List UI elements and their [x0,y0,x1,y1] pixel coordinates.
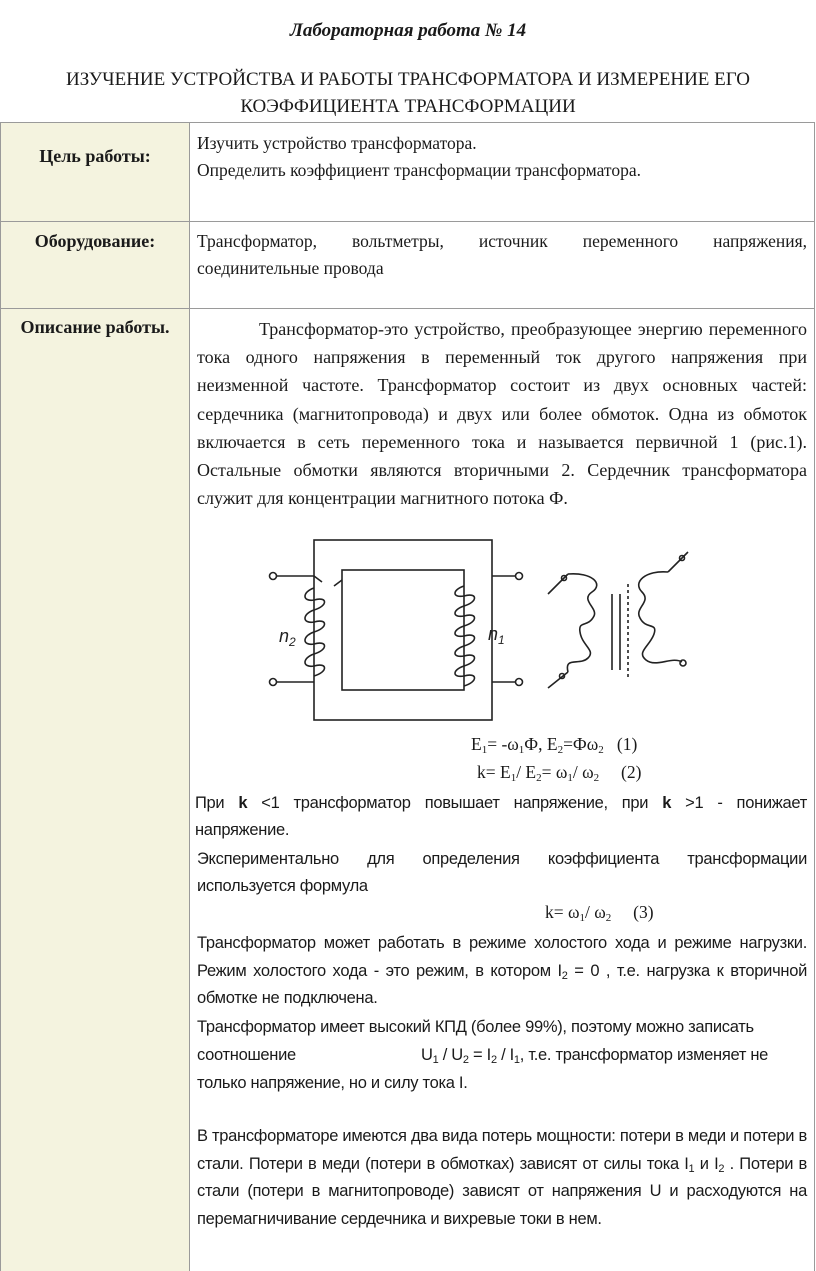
n2-label: $n_2$ [279,626,296,649]
row-divider-2 [0,308,815,309]
lab-title: Лабораторная работа № 14 [289,20,527,41]
equipment-text: Трансформатор, вольтметры, источник переменного напряжения, соединительные провода [197,231,807,278]
main-title-line-2: КОЭФФИЦИЕНТА ТРАНСФОРМАЦИИ [240,96,576,117]
experiment-text: Экспериментально для определения коэффициента трансформации используется формула [197,850,807,895]
equipment-label: Оборудование: [34,231,156,251]
kpd-line-1: Трансформатор имеет высокий КПД (более 99%), поэтому можно записать [197,1018,754,1036]
core-outer [314,540,492,720]
description-label: Описание работы. [20,317,170,337]
goal-label: Цель работы: [39,146,151,166]
table-border-right [814,122,815,1271]
k-rule: При k <1 трансформатор повышает напряжение, при k >1 - понижает напряжение. [195,794,807,839]
transformer-symbol [548,552,688,688]
table-border-middle [189,122,190,1271]
transformer-figure [262,536,702,736]
main-title [20,66,796,120]
kpd-line-2: соотношение $U_1 / U_2 = I_2 / I_1$, т.е. трансформатор изменяет не [197,1046,769,1066]
kpd-line-3: только напряжение, но и силу тока I. [197,1074,468,1092]
goal-text [197,130,807,184]
core-inner [342,570,464,690]
equation-3: $k= \omega_1/$ $\omega_2$ (3) [545,902,654,924]
kpd-text [197,1013,807,1097]
table-border-top [0,122,815,123]
description-intro: Трансформатор-это устройство, преобразующее энергию переменного тока одного напряжения в переменный ток другого напряжения при неизменной частоте. Трансформатор состоит из двух основных частей: сердечника (магнитопровода) и двух или более обмоток. Одна из обмоток включается в сеть переменного тока и называется первичной 1 (рис.1). Остальные обмотки являются вторичными 2. Сердечник трансформатора служит для концентрации магнитного потока Ф. [197,319,807,509]
goal-line-2: Определить коэффициент трансформации трансформатора. [197,160,641,180]
equation-2: $k= E_1/$ $E_2= \omega_1/$ $\omega_2$ (2) [477,762,642,784]
n1-label: $n_1$ [488,624,505,647]
table-border-left [0,122,1,1271]
row-divider-1 [0,221,815,222]
lab-table [0,122,816,1271]
main-title-line-1: ИЗУЧЕНИЕ УСТРОЙСТВА И РАБОТЫ ТРАНСФОРМАТОРА И ИЗМЕРЕНИЕ ЕГО [66,69,750,90]
modes-text: Трансформатор может работать в режиме холостого хода и режиме нагрузки. Режим холостого хода - это режим, в котором $I_2 = 0$ , т.е. нагрузка к вторичной обмотке не подключена. [197,934,807,1007]
label-column-bg [1,123,189,1271]
equation-1: $E_1= -\omega_1Ф$, $E_2=Ф\omega_2$ (1) [471,734,638,756]
losses-text: В трансформаторе имеются два вида потерь мощности: потери в меди и потери в стали. Потери в меди (потери в обмотках) зависят от силы тока $I_1$ и $I_2$ . Потери в стали (потери в магнитопроводе) зависят от напряжения U и расходуются на перемагничивание сердечника и вихревые токи в нем. [197,1127,807,1228]
goal-line-1: Изучить устройство трансформатора. [197,133,477,153]
